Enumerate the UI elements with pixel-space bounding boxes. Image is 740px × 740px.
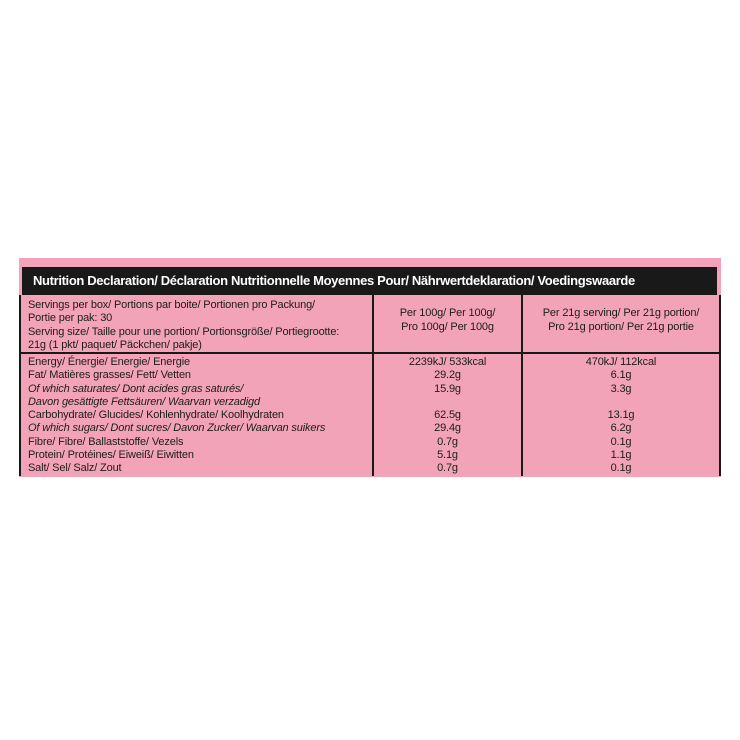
serving-info-line-3: Serving size/ Taille pour une portion/ Portionsgröße/ Portiegrootte: <box>28 325 340 338</box>
column-header-per-21g <box>521 295 719 352</box>
value-per-21g-salt: 0.1g <box>610 462 632 475</box>
column-header-per-100g <box>372 295 521 352</box>
table-body <box>21 354 719 476</box>
nutrient-label-saturates-1: Of which saturates/ Dont acides gras saturés/ <box>28 382 244 395</box>
nutrient-label-fat: Fat/ Matières grasses/ Fett/ Vetten <box>28 369 191 382</box>
nutrient-label-salt: Salt/ Sel/ Salz/ Zout <box>28 462 122 475</box>
nutrition-label <box>19 258 721 477</box>
values-per-21g-column <box>521 354 719 476</box>
value-per-21g-energy: 470kJ/ 112kcal <box>585 356 657 368</box>
values-per-100g-column <box>372 354 521 476</box>
nutrient-labels-column <box>21 354 372 476</box>
value-per-21g-blank <box>523 396 719 409</box>
value-per-100g-fat: 29.2g <box>434 369 461 382</box>
value-per-100g-blank <box>374 396 521 409</box>
value-per-100g-protein: 5.1g <box>437 449 458 462</box>
table-header-row <box>21 295 719 354</box>
column-header-per-21g-line-1: Per 21g serving/ Per 21g portion/ <box>542 307 700 320</box>
nutrition-header-title: Nutrition Declaration/ Déclaration Nutritionnelle Moyennes Pour/ Nährwertdeklaration/ Voedingswaarde <box>33 273 635 288</box>
value-per-21g-fibre: 0.1g <box>610 435 632 448</box>
nutrient-label-protein: Protein/ Protéines/ Eiweiß/ Eiwitten <box>28 449 194 462</box>
value-per-100g-carbohydrate: 62.5g <box>434 409 461 422</box>
column-header-per-100g-line-2: Pro 100g/ Per 100g <box>401 320 494 333</box>
value-per-100g-energy: 2239kJ/ 533kcal <box>408 356 487 368</box>
nutrition-header-bar <box>22 267 717 295</box>
value-per-21g-carbohydrate: 13.1g <box>607 409 635 422</box>
column-header-per-100g-line-1: Per 100g/ Per 100g/ <box>399 307 496 320</box>
nutrition-table <box>19 295 721 476</box>
value-per-21g-saturates: 3.3g <box>610 382 632 395</box>
value-per-21g-protein: 1.1g <box>610 449 632 462</box>
value-per-100g-fibre: 0.7g <box>437 435 458 448</box>
value-per-100g-sugars: 29.4g <box>434 422 461 435</box>
serving-info-cell <box>21 295 372 352</box>
serving-info-line-4: 21g (1 pkt/ paquet/ Päckchen/ pakje) <box>28 338 202 351</box>
serving-info-line-2: Portie per pak: 30 <box>28 312 113 325</box>
value-per-21g-sugars: 6.2g <box>610 422 632 435</box>
column-header-per-21g-line-2: Pro 21g portion/ Per 21g portie <box>548 320 694 333</box>
nutrient-label-sugars: Of which sugars/ Dont sucres/ Davon Zucker/ Waarvan suikers <box>28 422 326 435</box>
serving-info-line-1: Servings per box/ Portions par boite/ Portionen pro Packung/ <box>28 299 315 311</box>
value-per-21g-fat: 6.1g <box>610 369 632 382</box>
nutrient-label-fibre: Fibre/ Fibre/ Ballaststoffe/ Vezels <box>28 435 184 448</box>
nutrient-label-saturates-2: Davon gesättigte Fettsäuren/ Waarvan verzadigd <box>28 395 260 408</box>
value-per-100g-salt: 0.7g <box>437 462 458 475</box>
value-per-100g-saturates: 15.9g <box>434 382 461 395</box>
nutrient-label-carbohydrate: Carbohydrate/ Glucides/ Kohlenhydrate/ Koolhydraten <box>28 409 284 422</box>
nutrient-label-energy: Energy/ Énergie/ Energie/ Energie <box>28 356 190 368</box>
